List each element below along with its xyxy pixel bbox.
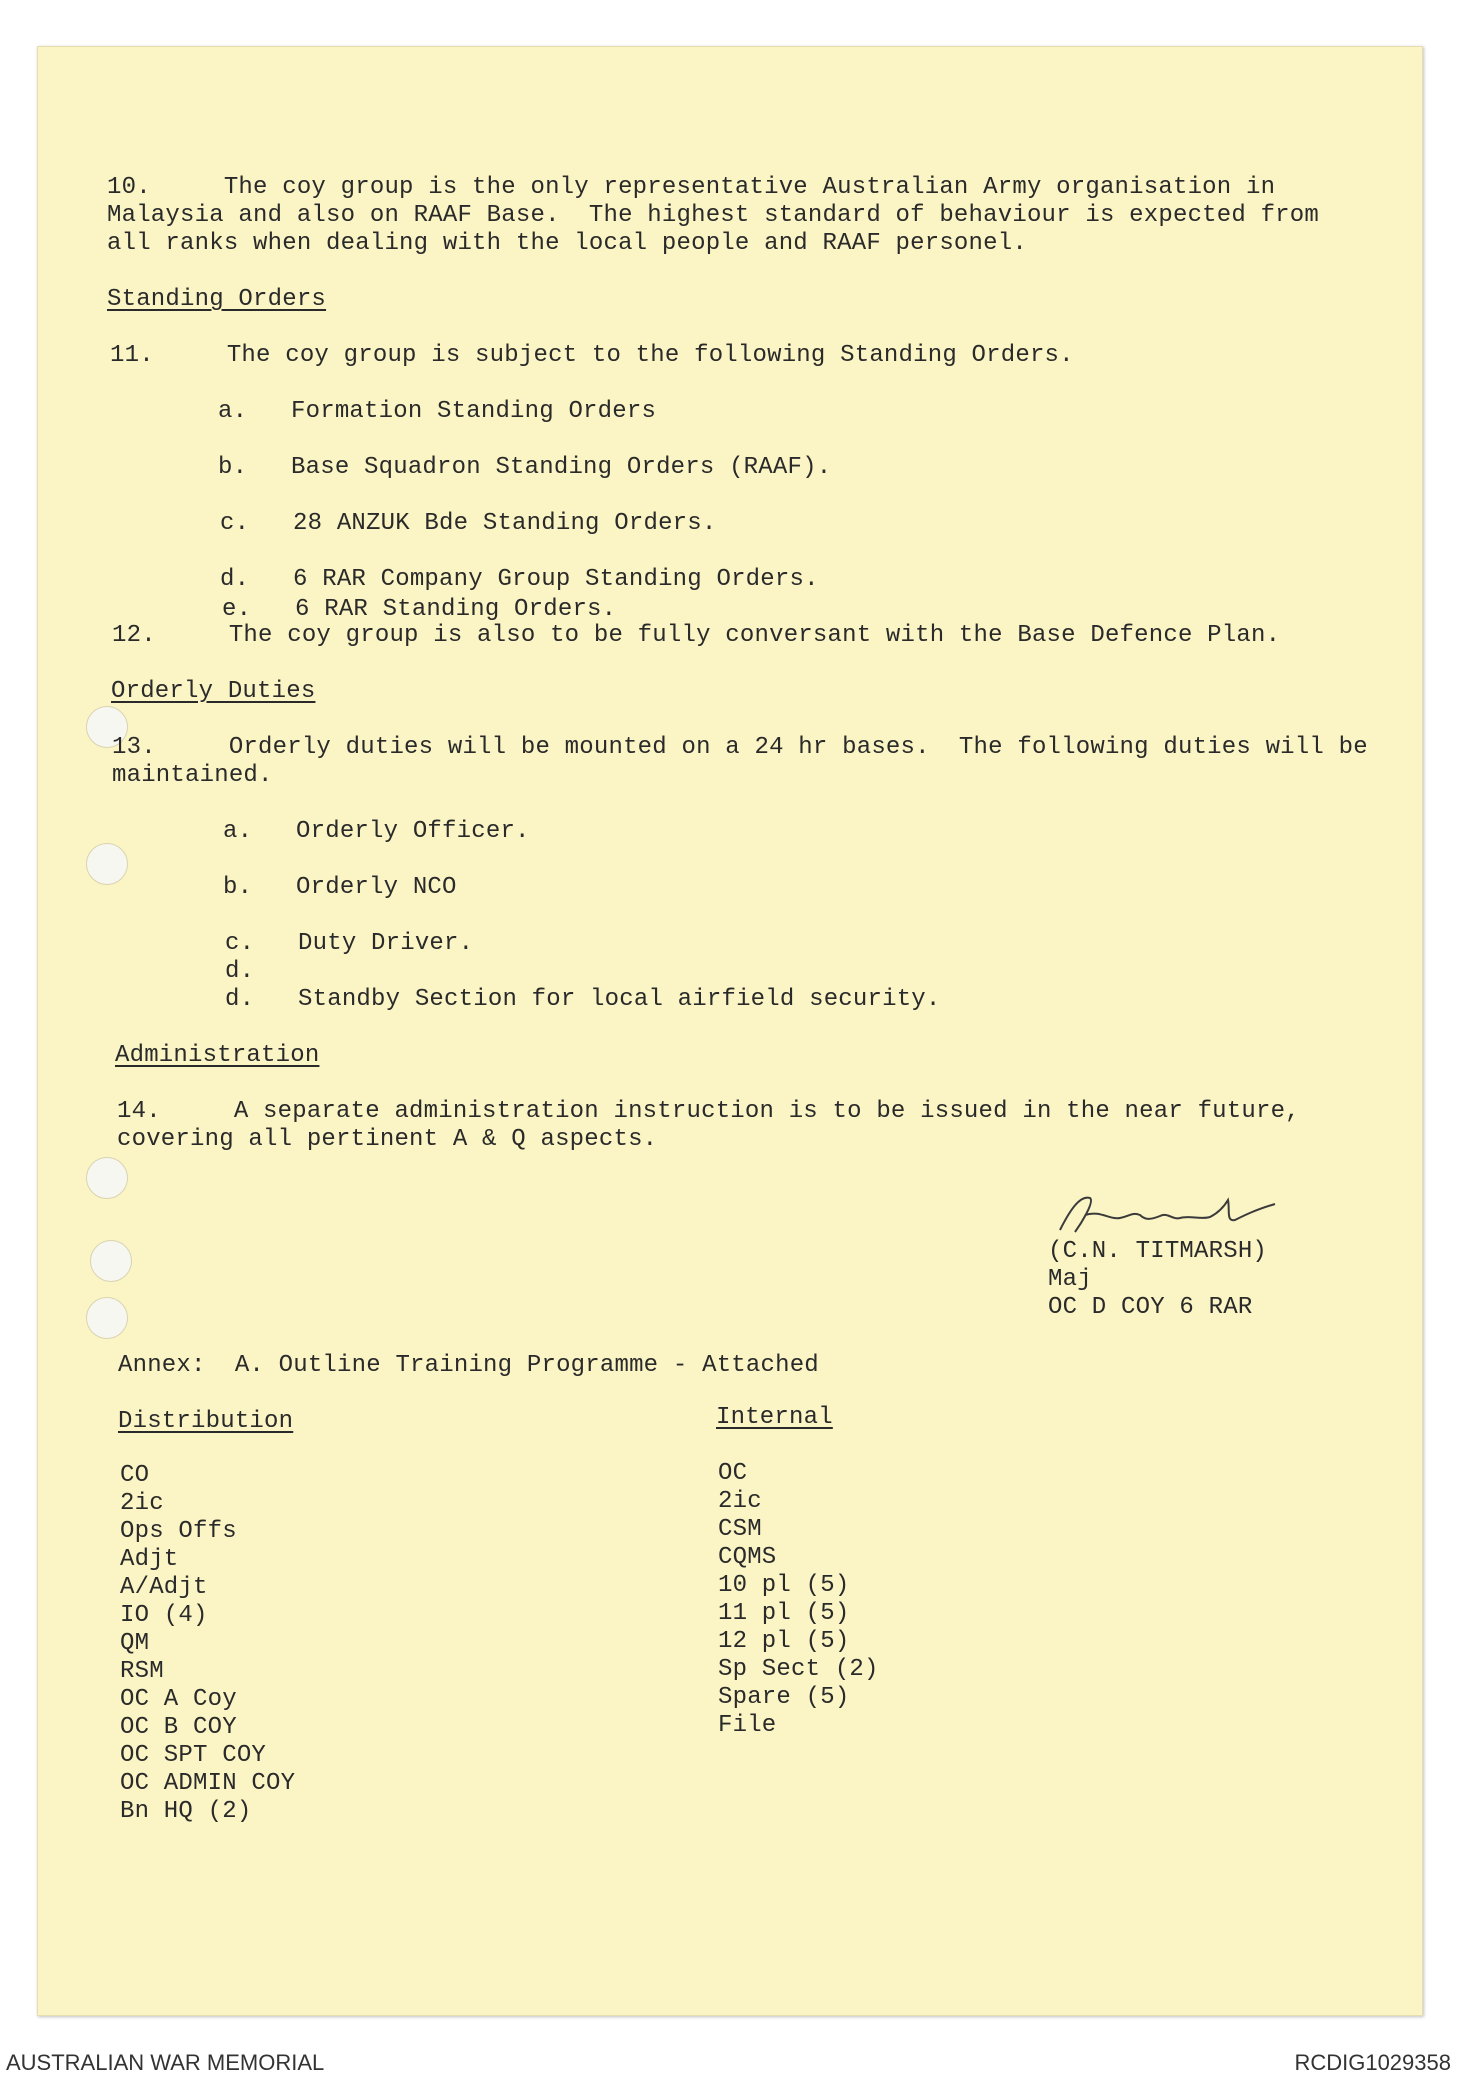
standing-order-item: d. 6 RAR Company Group Standing Orders. bbox=[220, 566, 819, 593]
signatory-name: (C.N. TITMARSH) bbox=[1048, 1238, 1268, 1265]
internal-item: Spare (5) bbox=[718, 1684, 850, 1711]
internal-item: OC bbox=[718, 1460, 748, 1487]
distribution-item: 2ic bbox=[120, 1490, 164, 1517]
distribution-item: Ops Offs bbox=[120, 1518, 237, 1545]
standing-orders-heading: Standing Orders bbox=[107, 286, 327, 313]
standing-order-item: e. 6 RAR Standing Orders. bbox=[222, 596, 617, 623]
internal-item: Sp Sect (2) bbox=[718, 1656, 879, 1683]
distribution-item: OC ADMIN COY bbox=[120, 1770, 296, 1797]
distribution-item: OC A Coy bbox=[120, 1686, 237, 1713]
footer-right: RCDIG1029358 bbox=[1294, 2050, 1451, 2075]
orderly-duty-item: c. Duty Driver. bbox=[225, 930, 474, 957]
para13-line1: 13. Orderly duties will be mounted on a 24 hr bases. The following duties will be bbox=[112, 734, 1368, 761]
distribution-item: IO (4) bbox=[120, 1602, 208, 1629]
distribution-item: OC B COY bbox=[120, 1714, 237, 1741]
handwritten-signature bbox=[1050, 1190, 1290, 1240]
orderly-duty-item: d. Standby Section for local airfield security. bbox=[225, 986, 941, 1013]
para10-line1: 10. The coy group is the only representative Australian Army organisation in bbox=[107, 174, 1276, 201]
para14-line2: covering all pertinent A & Q aspects. bbox=[117, 1126, 658, 1153]
orderly-duty-item: d. bbox=[225, 958, 255, 985]
punch-hole bbox=[86, 1297, 128, 1339]
distribution-item: RSM bbox=[120, 1658, 164, 1685]
orderly-duty-item: b. Orderly NCO bbox=[223, 874, 457, 901]
standing-order-item: c. 28 ANZUK Bde Standing Orders. bbox=[220, 510, 717, 537]
internal-heading: Internal bbox=[716, 1404, 833, 1431]
internal-item: CSM bbox=[718, 1516, 762, 1543]
orderly-duty-item: a. Orderly Officer. bbox=[223, 818, 530, 845]
signatory-rank: Maj bbox=[1048, 1266, 1092, 1293]
punch-hole bbox=[90, 1240, 132, 1282]
internal-item: 11 pl (5) bbox=[718, 1600, 850, 1627]
internal-item: 2ic bbox=[718, 1488, 762, 1515]
distribution-heading: Distribution bbox=[118, 1408, 294, 1435]
para10-line3: all ranks when dealing with the local people and RAAF personel. bbox=[107, 230, 1027, 257]
para12: 12. The coy group is also to be fully conversant with the Base Defence Plan. bbox=[112, 622, 1281, 649]
para14-line1: 14. A separate administration instruction is to be issued in the near future, bbox=[117, 1098, 1300, 1125]
para11-intro: 11. The coy group is subject to the following Standing Orders. bbox=[110, 342, 1074, 369]
annex-line: Annex: A. Outline Training Programme - Attached bbox=[118, 1352, 819, 1379]
internal-item: CQMS bbox=[718, 1544, 777, 1571]
orderly-duties-heading: Orderly Duties bbox=[111, 678, 316, 705]
para10-line2: Malaysia and also on RAAF Base. The highest standard of behaviour is expected from bbox=[107, 202, 1319, 229]
internal-item: File bbox=[718, 1712, 777, 1739]
internal-item: 12 pl (5) bbox=[718, 1628, 850, 1655]
distribution-item: CO bbox=[120, 1462, 150, 1489]
distribution-item: QM bbox=[120, 1630, 150, 1657]
internal-item: 10 pl (5) bbox=[718, 1572, 850, 1599]
distribution-item: Bn HQ (2) bbox=[120, 1798, 252, 1825]
punch-hole bbox=[86, 1157, 128, 1199]
standing-order-item: a. Formation Standing Orders bbox=[218, 398, 657, 425]
standing-order-item: b. Base Squadron Standing Orders (RAAF). bbox=[218, 454, 832, 481]
punch-hole bbox=[86, 843, 128, 885]
distribution-item: A/Adjt bbox=[120, 1574, 208, 1601]
distribution-item: OC SPT COY bbox=[120, 1742, 267, 1769]
signatory-appointment: OC D COY 6 RAR bbox=[1048, 1294, 1253, 1321]
administration-heading: Administration bbox=[115, 1042, 320, 1069]
footer-left: AUSTRALIAN WAR MEMORIAL bbox=[6, 2050, 325, 2075]
distribution-item: Adjt bbox=[120, 1546, 179, 1573]
para13-line2: maintained. bbox=[112, 762, 273, 789]
